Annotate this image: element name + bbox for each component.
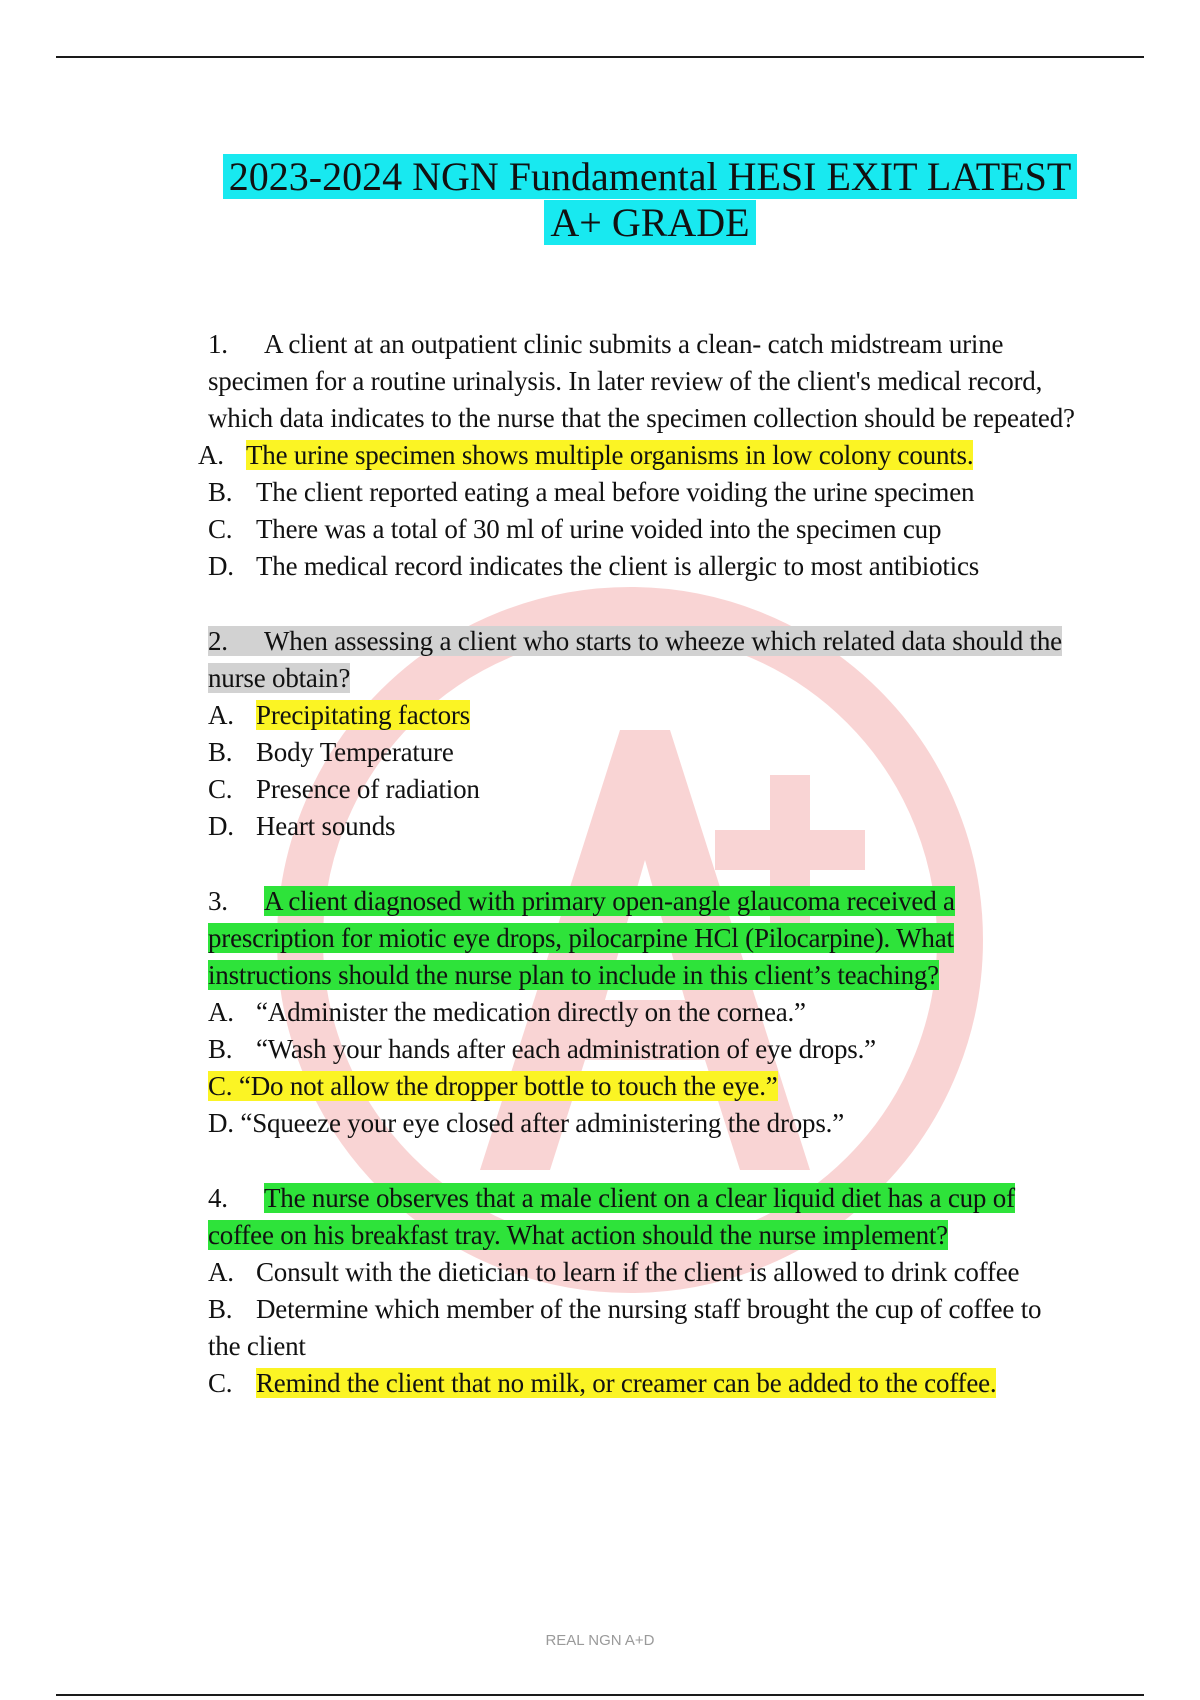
q4-option-b xyxy=(208,1291,1078,1365)
spacer xyxy=(208,585,1078,623)
option-letter: C. xyxy=(208,1368,233,1398)
option-text-correct: “Do not allow the dropper bottle to touch the eye.” xyxy=(238,1071,778,1101)
option-letter: C. xyxy=(208,774,233,804)
question-number: 4. xyxy=(208,1183,228,1213)
question-text: A client diagnosed with primary open-angle glaucoma received a prescription for miotic eye drops, pilocarpine HCl (Pilocarpine). What instructions should the nurse plan to include in this client’s teaching? xyxy=(208,886,955,990)
option-text: Body Temperature xyxy=(256,737,454,767)
bottom-rule xyxy=(56,1694,1144,1696)
spacer xyxy=(208,845,1078,883)
option-letter: C. xyxy=(208,1071,233,1101)
question-list xyxy=(198,326,1078,1402)
option-letter: B. xyxy=(208,1034,233,1064)
document-title xyxy=(200,154,1100,246)
option-text: “Administer the medication directly on the cornea.” xyxy=(256,997,806,1027)
option-letter: A. xyxy=(208,1257,234,1287)
q3-option-a xyxy=(208,994,1078,1031)
option-letter: A. xyxy=(208,700,234,730)
question-3 xyxy=(208,883,1078,994)
option-letter: B. xyxy=(208,1294,233,1324)
question-number: 2. xyxy=(208,626,228,656)
option-text: Heart sounds xyxy=(256,811,396,841)
q4-option-a xyxy=(208,1254,1078,1291)
q4-option-c xyxy=(208,1365,1078,1402)
spacer xyxy=(208,1142,1078,1180)
option-text-correct: Precipitating factors xyxy=(256,700,470,730)
option-text: “Wash your hands after each administration of eye drops.” xyxy=(256,1034,876,1064)
q2-option-d xyxy=(208,808,1078,845)
question-number: 3. xyxy=(208,886,228,916)
q1-option-b xyxy=(208,474,1078,511)
question-1 xyxy=(208,326,1078,437)
question-text: The nurse observes that a male client on a clear liquid diet has a cup of coffee on his breakfast tray. What action should the nurse implement? xyxy=(208,1183,1015,1250)
top-rule xyxy=(56,56,1144,58)
option-letter: D. xyxy=(208,551,234,581)
question-text: When assessing a client who starts to wheeze which related data should the nurse obtain? xyxy=(208,626,1062,693)
q1-option-d xyxy=(208,548,1078,585)
q1-option-c xyxy=(208,511,1078,548)
q3-option-c xyxy=(208,1068,1078,1105)
option-letter: A. xyxy=(198,440,224,470)
q1-option-a xyxy=(198,437,1078,474)
question-number: 1. xyxy=(208,329,228,359)
title-line-2: A+ GRADE xyxy=(544,200,755,245)
option-letter: B. xyxy=(208,477,233,507)
question-2 xyxy=(208,623,1078,697)
option-text: The client reported eating a meal before voiding the urine specimen xyxy=(256,477,975,507)
q3-option-d xyxy=(208,1105,1078,1142)
option-text: “Squeeze your eye closed after administering the drops.” xyxy=(240,1108,844,1138)
q2-option-b xyxy=(208,734,1078,771)
question-4 xyxy=(208,1180,1078,1254)
q3-option-b xyxy=(208,1031,1078,1068)
title-line-1: 2023-2024 NGN Fundamental HESI EXIT LATEST xyxy=(223,154,1078,199)
option-text-correct: Remind the client that no milk, or creamer can be added to the coffee. xyxy=(256,1368,997,1398)
option-letter: B. xyxy=(208,737,233,767)
question-text: A client at an outpatient clinic submits a clean- catch midstream urine specimen for a routine urinalysis. In later review of the client's medical record, which data indicates to the nurse that the specimen collection should be repeated? xyxy=(208,329,1075,433)
option-text: Presence of radiation xyxy=(256,774,480,804)
q2-option-a xyxy=(208,697,1078,734)
option-text: Consult with the dietician to learn if the client is allowed to drink coffee xyxy=(256,1257,1020,1287)
option-text: The medical record indicates the client is allergic to most antibiotics xyxy=(256,551,980,581)
option-text: Determine which member of the nursing staff brought the cup of coffee to the client xyxy=(208,1294,1042,1361)
option-letter: D. xyxy=(208,1108,234,1138)
option-letter: C. xyxy=(208,514,233,544)
option-letter: A. xyxy=(208,997,234,1027)
option-text: There was a total of 30 ml of urine voided into the specimen cup xyxy=(256,514,942,544)
option-text-correct: The urine specimen shows multiple organisms in low colony counts. xyxy=(246,440,974,470)
option-letter: D. xyxy=(208,811,234,841)
q2-option-c xyxy=(208,771,1078,808)
page-footer: REAL NGN A+D xyxy=(545,1632,655,1649)
